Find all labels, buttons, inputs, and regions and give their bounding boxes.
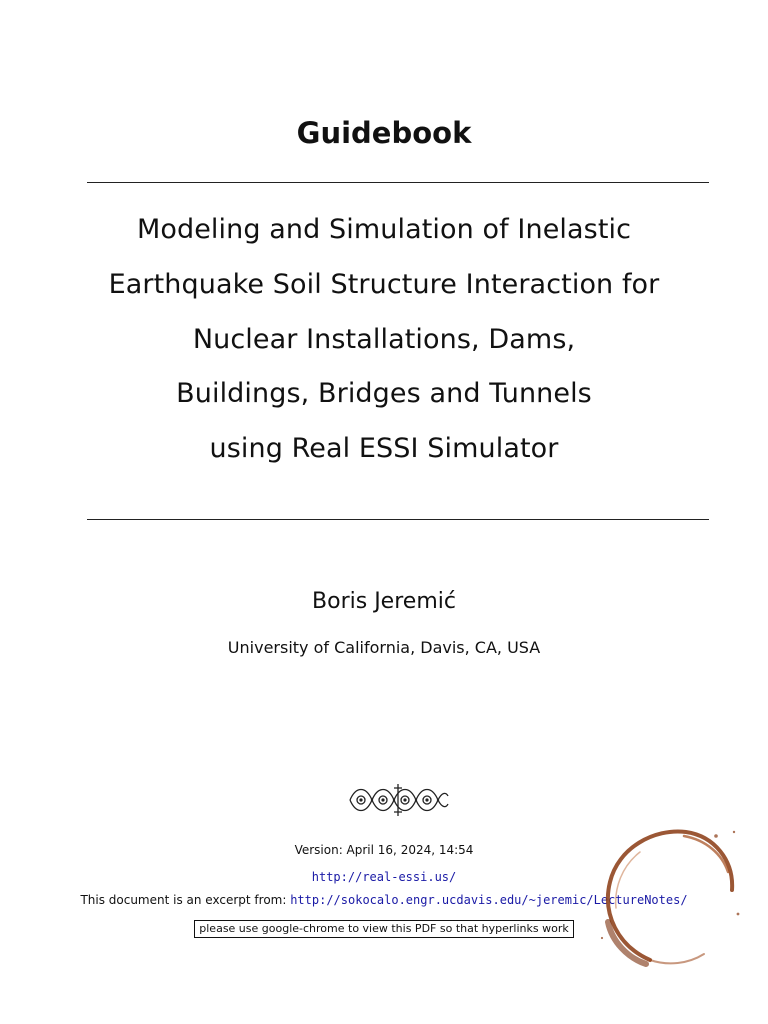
title-line: Nuclear Installations, Dams, <box>192 324 576 355</box>
website-link[interactable]: http://real-essi.us/ <box>311 870 457 884</box>
lecture-notes-link[interactable]: http://sokocalo.engr.ucdavis.edu/~jeremic/LectureNotes/ <box>290 893 688 907</box>
decorative-ornament-icon <box>346 782 450 818</box>
top-divider <box>87 182 709 183</box>
version-stamp: Version: April 16, 2024, 14:54 <box>294 843 474 857</box>
book-label: Guidebook <box>296 116 472 150</box>
title-line: using Real ESSI Simulator <box>209 433 559 464</box>
chrome-notice-box: please use google-chrome to view this PDF so that hyperlinks work <box>194 920 573 938</box>
excerpt-prefix: This document is an excerpt from: <box>80 893 291 907</box>
affiliation: University of California, Davis, CA, USA <box>227 638 541 657</box>
author-name: Boris Jeremić <box>312 589 456 614</box>
title-line: Earthquake Soil Structure Interaction for <box>108 269 660 300</box>
coffee-stain-icon <box>588 818 748 973</box>
title-line: Modeling and Simulation of Inelastic <box>136 214 632 245</box>
bottom-divider <box>87 519 709 520</box>
title-line: Buildings, Bridges and Tunnels <box>176 378 592 409</box>
